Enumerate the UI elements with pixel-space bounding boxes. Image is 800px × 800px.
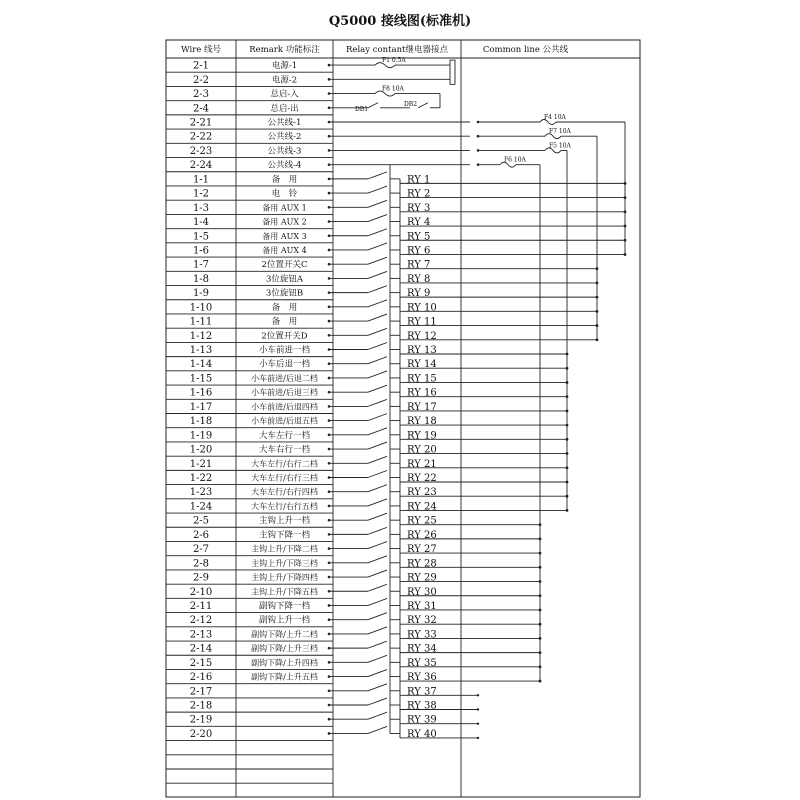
terminal-dot (328, 490, 331, 493)
remark-label: 主钩上升/下降四档 (251, 573, 318, 583)
wire-number: 2-1 (192, 60, 210, 72)
wire-number: 1-6 (192, 245, 210, 257)
terminal-dot (328, 192, 331, 195)
remark-label: 电 铃 (271, 189, 298, 200)
common-junction (539, 623, 542, 626)
wire-number: 2-21 (189, 117, 213, 129)
common-junction (566, 409, 569, 412)
common-junction (539, 665, 542, 668)
relay-contact (368, 371, 387, 378)
relay-label: RY 10 (407, 302, 437, 314)
remark-label: 备用 AUX 1 (262, 203, 307, 213)
relay-contact (368, 641, 387, 648)
relay-label: RY 21 (407, 458, 437, 470)
relay-contact (368, 726, 387, 733)
relay-contact (368, 328, 387, 335)
terminal-dot (328, 348, 331, 351)
relay-label: RY 12 (407, 330, 437, 342)
terminal-dot (328, 64, 331, 67)
relay-contact (368, 229, 387, 236)
common-fuse-label: F7 10A (549, 128, 571, 136)
remark-label: 主钩下降一档 (258, 530, 311, 541)
common-fuse-label: F4 10A (544, 113, 566, 121)
wire-number: 1-20 (189, 444, 213, 456)
common-junction (566, 367, 569, 370)
terminal-dot (328, 92, 331, 95)
wire-number: 1-14 (189, 359, 213, 371)
wire-number: 2-7 (192, 544, 210, 556)
common-junction (539, 537, 542, 540)
relay-contact (368, 357, 387, 364)
relay-contact (368, 613, 387, 620)
terminal-dot (328, 306, 331, 309)
common-junction (566, 509, 569, 512)
common-junction (539, 566, 542, 569)
relay-label: RY 28 (407, 558, 437, 570)
wire-number: 2-24 (189, 160, 213, 172)
wire-number: 2-14 (189, 643, 213, 655)
remark-label: 副钩下降一档 (258, 601, 311, 612)
remark-label: 小车前进/后退三档 (251, 388, 318, 398)
remark-label: 主钩上升/下降三档 (251, 558, 318, 568)
terminal-dot (328, 647, 331, 650)
wire-number: 1-24 (189, 501, 213, 513)
header-relay: Relay contant继电器接点 (346, 45, 448, 55)
terminal-dot (328, 618, 331, 621)
fuse-f8-label: F8 10A (382, 85, 404, 93)
terminal-dot (328, 391, 331, 394)
remark-label: 总启-出 (270, 103, 299, 114)
common-junction (539, 523, 542, 526)
wire-number: 1-3 (192, 202, 210, 214)
terminal-dot (328, 576, 331, 579)
relay-label: RY 4 (407, 217, 431, 229)
wire-number: 1-16 (189, 387, 213, 399)
relay-label: RY 18 (407, 416, 437, 428)
terminal-dot (328, 505, 331, 508)
common-junction (596, 310, 599, 313)
common-junction (624, 253, 627, 256)
wire-number: 2-3 (192, 89, 210, 101)
relay-contact (368, 186, 387, 193)
remark-label: 小车前进/后退四档 (251, 402, 318, 412)
wire-number: 2-17 (189, 686, 213, 698)
wire-number: 2-18 (189, 700, 213, 712)
relay-end-dot (477, 737, 479, 739)
remark-label: 大车左行/右行三档 (251, 473, 318, 483)
remark-label: 3位旋钮B (265, 288, 304, 299)
terminal-dot (328, 661, 331, 664)
terminal-dot (328, 533, 331, 536)
remark-label: 总启-入 (270, 89, 299, 100)
wire-number: 2-13 (189, 629, 213, 641)
wire-number: 2-22 (189, 131, 213, 143)
common-junction (596, 338, 599, 341)
wire-number: 1-9 (192, 288, 210, 300)
wire-number: 1-12 (189, 330, 213, 342)
terminal-dot (328, 121, 331, 124)
fuse-f1-label: F1 0.5A (382, 57, 406, 65)
terminal-dot (328, 476, 331, 479)
remark-label: 小车前进一档 (258, 345, 311, 356)
relay-label: RY 8 (407, 273, 431, 285)
relay-label: RY 22 (407, 472, 437, 484)
common-junction (566, 481, 569, 484)
relay-label: RY 6 (407, 245, 431, 257)
common-fuse-label: F5 10A (549, 142, 571, 150)
common-junction (566, 452, 569, 455)
relay-label: RY 16 (407, 387, 437, 399)
relay-contact (368, 456, 387, 463)
terminal-dot (328, 234, 331, 237)
relay-contact (368, 570, 387, 577)
wire-number: 1-2 (192, 188, 210, 200)
wire-number: 1-17 (189, 401, 213, 413)
remark-label: 备用 AUX 2 (262, 217, 307, 227)
remark-label: 大车左行/右行五档 (251, 501, 318, 511)
wire-number: 2-16 (189, 672, 213, 684)
relay-contact (368, 414, 387, 421)
terminal-dot (328, 362, 331, 365)
relay-label: RY 39 (407, 714, 437, 726)
relay-label: RY 30 (407, 586, 437, 598)
terminal-dot (328, 732, 331, 735)
relay-end-dot (477, 694, 479, 696)
relay-contact (368, 399, 387, 406)
relay-label: RY 34 (407, 643, 437, 655)
relay-label: RY 35 (407, 657, 437, 669)
terminal-dot (328, 704, 331, 707)
common-junction (539, 651, 542, 654)
remark-label: 备 用 (271, 302, 298, 313)
power-module (450, 60, 455, 84)
remark-label: 公共线-1 (267, 117, 302, 128)
relay-label: RY 7 (407, 259, 431, 271)
common-junction (596, 324, 599, 327)
remark-label: 2位置开关D (261, 331, 308, 342)
terminal-dot (328, 462, 331, 465)
common-junction (624, 196, 627, 199)
header-remark: Remark 功能标注 (249, 45, 320, 55)
common-junction (566, 466, 569, 469)
remark-label: 副钩下降/上升二档 (251, 629, 318, 639)
remark-label: 主钩上升/下降二档 (251, 544, 318, 554)
terminal-dot (328, 448, 331, 451)
wire-number: 1-10 (189, 302, 213, 314)
remark-label: 副钩上升一档 (258, 615, 311, 626)
relay-contact (368, 172, 387, 179)
relay-contact (368, 598, 387, 605)
terminal-dot (328, 206, 331, 209)
remark-label: 主钩上升/下降五档 (251, 587, 318, 597)
wire-number: 2-5 (192, 515, 210, 527)
remark-label: 公共线-4 (267, 160, 302, 171)
common-junction (596, 282, 599, 285)
relay-label: RY 13 (407, 345, 437, 357)
wire-number: 2-23 (189, 145, 213, 157)
relay-contact (368, 684, 387, 691)
terminal-dot (328, 547, 331, 550)
relay-contact (368, 670, 387, 677)
relay-contact (368, 485, 387, 492)
remark-label: 备 用 (271, 174, 298, 185)
relay-contact (368, 655, 387, 662)
db1-label: DB1 (355, 105, 369, 113)
relay-contact (368, 499, 387, 506)
header-common: Common line 公共线 (482, 45, 569, 55)
common-junction (539, 609, 542, 612)
wire-number: 2-4 (192, 103, 210, 115)
remark-label: 备 用 (271, 317, 298, 328)
common-fuse-label: F6 10A (504, 156, 526, 164)
terminal-dot (328, 320, 331, 323)
wire-number: 1-18 (189, 416, 213, 428)
terminal-dot (328, 604, 331, 607)
remark-label: 大车左行/右行四档 (251, 487, 318, 497)
relay-label: RY 24 (407, 501, 437, 513)
wire-number: 2-8 (192, 558, 210, 570)
common-junction (624, 210, 627, 213)
wire-number: 1-15 (189, 373, 213, 385)
relay-label: RY 36 (407, 672, 437, 684)
relay-label: RY 1 (407, 174, 431, 186)
relay-contact (368, 556, 387, 563)
relay-contact (368, 542, 387, 549)
wire-number: 2-15 (189, 657, 213, 669)
relay-label: RY 27 (407, 544, 437, 556)
remark-label: 大车右行一档 (258, 445, 311, 456)
terminal-dot (328, 163, 331, 166)
remark-label: 大车左行/右行二档 (251, 459, 318, 469)
wire-number: 2-11 (189, 600, 213, 612)
relay-contact (368, 698, 387, 705)
common-junction (539, 594, 542, 597)
wire-number: 2-10 (189, 586, 213, 598)
terminal-dot (328, 419, 331, 422)
relay-contact (368, 428, 387, 435)
remark-label: 副钩下降/上升五档 (251, 672, 318, 682)
remark-label: 大车左行一档 (258, 430, 311, 441)
common-junction (566, 495, 569, 498)
wire-number: 1-1 (192, 174, 210, 186)
relay-label: RY 11 (407, 316, 437, 328)
common-junction (566, 438, 569, 441)
relay-label: RY 2 (407, 188, 431, 200)
common-junction (539, 637, 542, 640)
relay-label: RY 38 (407, 700, 437, 712)
relay-label: RY 37 (407, 686, 437, 698)
relay-contact (368, 200, 387, 207)
common-junction (539, 680, 542, 683)
relay-label: RY 14 (407, 359, 437, 371)
relay-end-dot (477, 723, 479, 725)
wire-number: 2-2 (192, 74, 210, 86)
db2-switch (418, 103, 428, 108)
common-junction (539, 580, 542, 583)
remark-label: 电源-2 (271, 75, 298, 86)
remark-label: 副钩下降/上升四档 (251, 658, 318, 668)
wire-number: 1-7 (192, 259, 210, 271)
remark-label: 小车前进/后退五档 (251, 416, 318, 426)
relay-contact (368, 442, 387, 449)
relay-label: RY 19 (407, 430, 437, 442)
remark-label: 电源-1 (271, 61, 298, 72)
remark-label: 备用 AUX 3 (262, 231, 307, 241)
terminal-dot (328, 377, 331, 380)
relay-contact (368, 271, 387, 278)
wire-number: 1-8 (192, 273, 210, 285)
terminal-dot (328, 277, 331, 280)
relay-contact (368, 243, 387, 250)
terminal-dot (328, 334, 331, 337)
relay-contact (368, 257, 387, 264)
relay-label: RY 5 (407, 231, 431, 243)
remark-label: 公共线-3 (267, 146, 302, 157)
relay-contact (368, 584, 387, 591)
relay-label: RY 23 (407, 487, 437, 499)
relay-contact (368, 470, 387, 477)
common-junction (566, 424, 569, 427)
common-junction (624, 225, 627, 228)
remark-label: 公共线-2 (267, 132, 302, 143)
relay-contact (368, 314, 387, 321)
terminal-dot (328, 220, 331, 223)
wire-number: 1-5 (192, 231, 210, 243)
relay-label: RY 9 (407, 288, 431, 300)
relay-contact (368, 286, 387, 293)
terminal-dot (328, 106, 331, 109)
terminal-dot (328, 434, 331, 437)
common-junction (624, 239, 627, 242)
terminal-dot (328, 263, 331, 266)
terminal-dot (328, 689, 331, 692)
relay-label: RY 20 (407, 444, 437, 456)
relay-end-dot (477, 708, 479, 710)
common-junction (566, 395, 569, 398)
remark-label: 2位置开关C (261, 260, 308, 271)
relay-contact (368, 712, 387, 719)
remark-label: 小车前进/后退二档 (251, 373, 318, 383)
wire-number: 2-6 (192, 529, 210, 541)
terminal-dot (328, 675, 331, 678)
terminal-dot (328, 633, 331, 636)
common-junction (624, 182, 627, 185)
terminal-dot (328, 135, 331, 138)
relay-label: RY 3 (407, 202, 431, 214)
db2-label: DB2 (404, 100, 418, 108)
remark-label: 副钩下降/上升三档 (251, 644, 318, 654)
wire-number: 2-12 (189, 615, 213, 627)
terminal-dot (328, 718, 331, 721)
terminal-dot (328, 590, 331, 593)
relay-label: RY 40 (407, 728, 437, 740)
relay-label: RY 32 (407, 615, 437, 627)
terminal-dot (328, 249, 331, 252)
relay-contact (368, 215, 387, 222)
remark-label: 主钩上升一档 (258, 516, 311, 527)
wire-number: 1-13 (189, 345, 213, 357)
relay-label: RY 29 (407, 572, 437, 584)
relay-label: RY 25 (407, 515, 437, 527)
relay-contact (368, 300, 387, 307)
wire-number: 1-21 (189, 458, 213, 470)
wire-number: 2-19 (189, 714, 213, 726)
page-title: Q5000 接线图(标准机) (328, 14, 472, 29)
relay-contact (368, 627, 387, 634)
relay-label: RY 15 (407, 373, 437, 385)
common-junction (596, 267, 599, 270)
remark-label: 小车后退一档 (258, 359, 311, 370)
common-junction (596, 296, 599, 299)
terminal-dot (328, 78, 331, 81)
relay-contact (368, 385, 387, 392)
relay-contact (368, 343, 387, 350)
common-junction (539, 552, 542, 555)
wire-number: 2-9 (192, 572, 210, 584)
terminal-dot (328, 562, 331, 565)
common-junction (566, 353, 569, 356)
terminal-dot (328, 405, 331, 408)
terminal-dot (328, 519, 331, 522)
relay-label: RY 26 (407, 529, 437, 541)
wire-number: 1-19 (189, 430, 213, 442)
header-wire: Wire 线号 (180, 45, 222, 55)
wire-number: 1-4 (192, 217, 210, 229)
terminal-dot (328, 178, 331, 181)
relay-contact (368, 513, 387, 520)
relay-label: RY 31 (407, 600, 437, 612)
wire-number: 2-20 (189, 728, 213, 740)
wire-number: 1-22 (189, 472, 213, 484)
remark-label: 3位旋钮A (265, 274, 304, 285)
terminal-dot (328, 291, 331, 294)
terminal-dot (328, 149, 331, 152)
relay-label: RY 33 (407, 629, 437, 641)
common-junction (566, 381, 569, 384)
relay-contact (368, 527, 387, 534)
db1-switch (368, 103, 378, 108)
wire-number: 1-23 (189, 487, 213, 499)
wire-number: 1-11 (189, 316, 213, 328)
relay-label: RY 17 (407, 401, 437, 413)
remark-label: 备用 AUX 4 (262, 245, 307, 255)
